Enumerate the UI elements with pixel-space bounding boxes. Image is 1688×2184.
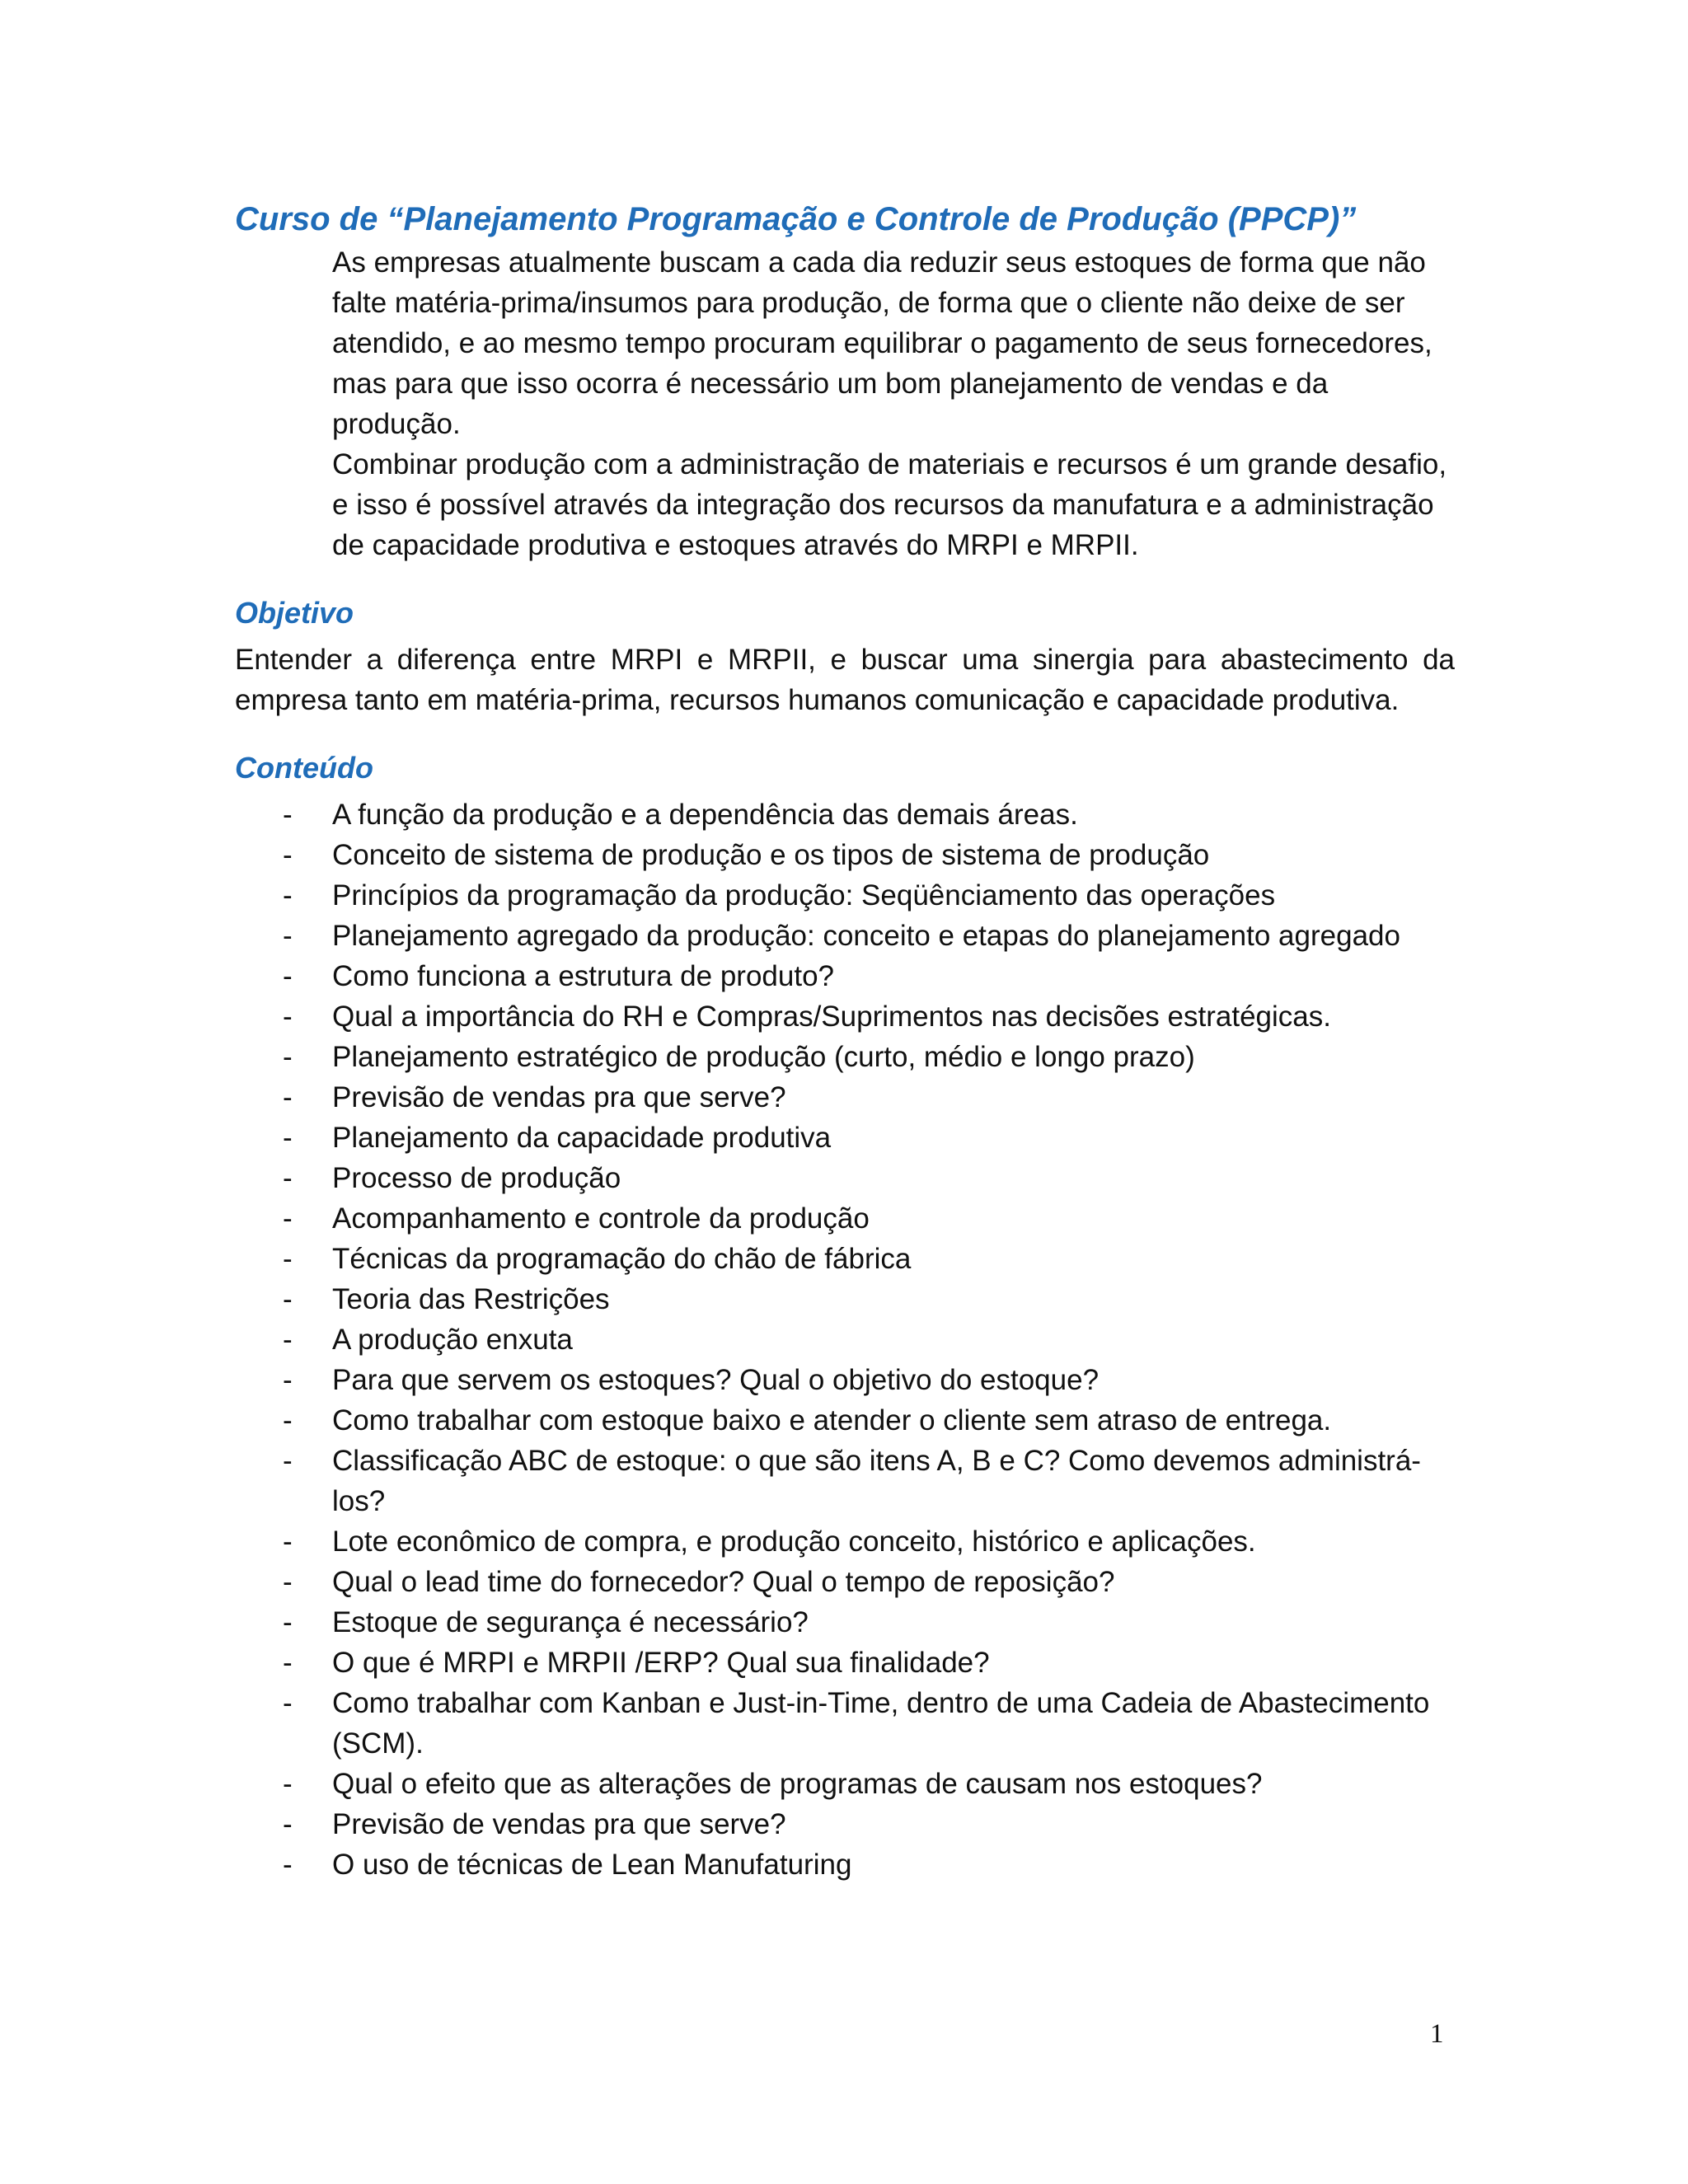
bullet-dash: - — [283, 1647, 293, 1679]
content-topic-item — [235, 1400, 1455, 1441]
content-topic-item — [235, 1118, 1455, 1158]
content-topic-text: A função da produção e a dependência das demais áreas. — [332, 799, 1078, 831]
content-topic-item — [235, 1441, 1455, 1521]
content-topic-text: Teoria das Restrições — [332, 1283, 610, 1315]
intro-paragraph: As empresas atualmente buscam a cada dia reduzir seus estoques de forma que não falte matéria-prima/insumos para produção, de forma que o cliente não deixe de ser atendido, e ao mesmo tempo procuram equilibrar o pagamento de seus fornecedores, mas para que isso ocorra é necessário um bom planejamento de vendas e da produção. — [332, 246, 1432, 440]
content-topic-list — [235, 794, 1455, 1885]
content-topic-text: Técnicas da programação do chão de fábrica — [332, 1243, 912, 1275]
bullet-dash: - — [283, 1687, 293, 1719]
bullet-dash: - — [283, 1808, 293, 1840]
content-topic-text: Acompanhamento e controle da produção — [332, 1202, 870, 1235]
content-topic-item — [235, 1360, 1455, 1400]
bullet-dash: - — [283, 1566, 293, 1598]
content-topic-item — [235, 956, 1455, 996]
content-topic-item — [235, 996, 1455, 1037]
objective-text: Entender a diferença entre MRPI e MRPII, e buscar uma sinergia para abastecimento da empresa tanto em matéria-prima, recursos humanos comunicação e capacidade produtiva. — [235, 644, 1455, 716]
bullet-dash: - — [283, 1849, 293, 1881]
content-heading: Conteúdo — [235, 751, 373, 785]
content-topic-text: Princípios da programação da produção: Seqüênciamento das operações — [332, 879, 1276, 912]
bullet-dash: - — [283, 1122, 293, 1154]
content-topic-text: A produção enxuta — [332, 1324, 573, 1356]
bullet-dash: - — [283, 920, 293, 952]
bullet-dash: - — [283, 1041, 293, 1073]
content-topic-text: Classificação ABC de estoque: o que são itens A, B e C? Como devemos administrá-los? — [332, 1445, 1421, 1517]
content-topic-item — [235, 916, 1455, 956]
content-topic-text: Conceito de sistema de produção e os tipos de sistema de produção — [332, 839, 1210, 871]
bullet-dash: - — [283, 960, 293, 992]
bullet-dash: - — [283, 1162, 293, 1194]
content-topic-text: Processo de produção — [332, 1162, 621, 1194]
content-topic-text: Lote econômico de compra, e produção conceito, histórico e aplicações. — [332, 1526, 1256, 1558]
content-topic-item — [235, 1643, 1455, 1683]
content-topic-item — [235, 1521, 1455, 1562]
content-topic-item — [235, 1764, 1455, 1804]
content-topic-item — [235, 1158, 1455, 1198]
bullet-dash: - — [283, 1324, 293, 1356]
bullet-dash: - — [283, 799, 293, 831]
objective-heading: Objetivo — [235, 596, 354, 630]
bullet-dash: - — [283, 1283, 293, 1315]
content-topic-item — [235, 1239, 1455, 1279]
content-topic-text: Como funciona a estrutura de produto? — [332, 960, 834, 992]
content-topic-item — [235, 1683, 1455, 1764]
content-topic-item — [235, 794, 1455, 835]
content-topic-item — [235, 835, 1455, 875]
content-topic-text: Planejamento agregado da produção: conceito e etapas do planejamento agregado — [332, 920, 1400, 952]
content-topic-item — [235, 1077, 1455, 1118]
content-topic-item — [235, 1804, 1455, 1844]
bullet-dash: - — [283, 1364, 293, 1396]
content-topic-text: Planejamento da capacidade produtiva — [332, 1122, 832, 1154]
bullet-dash: - — [283, 1001, 293, 1033]
content-topic-item — [235, 1279, 1455, 1319]
content-topic-text: Como trabalhar com estoque baixo e atender o cliente sem atraso de entrega. — [332, 1404, 1332, 1436]
bullet-dash: - — [283, 879, 293, 912]
bullet-dash: - — [283, 1202, 293, 1235]
content-topic-text: Qual o lead time do fornecedor? Qual o tempo de reposição? — [332, 1566, 1115, 1598]
page-number: 1 — [1430, 2019, 1444, 2049]
content-topic-text: O que é MRPI e MRPII /ERP? Qual sua finalidade? — [332, 1647, 990, 1679]
intro-section — [332, 242, 1455, 565]
bullet-dash: - — [283, 1445, 293, 1477]
content-topic-item — [235, 1319, 1455, 1360]
content-topic-item — [235, 1198, 1455, 1239]
content-topic-text: Qual a importância do RH e Compras/Suprimentos nas decisões estratégicas. — [332, 1001, 1331, 1033]
bullet-dash: - — [283, 1404, 293, 1436]
bullet-dash: - — [283, 839, 293, 871]
content-topic-text: Estoque de segurança é necessário? — [332, 1606, 809, 1638]
content-topic-item — [235, 875, 1455, 916]
content-topic-item — [235, 1844, 1455, 1885]
bullet-dash: - — [283, 1768, 293, 1800]
course-title: Curso de “Planejamento Programação e Controle de Produção (PPCP)” — [235, 201, 1357, 237]
content-topic-text: Planejamento estratégico de produção (curto, médio e longo prazo) — [332, 1041, 1195, 1073]
content-topic-text: O uso de técnicas de Lean Manufaturing — [332, 1849, 852, 1881]
content-topic-item — [235, 1562, 1455, 1602]
bullet-dash: - — [283, 1526, 293, 1558]
content-topic-text: Para que servem os estoques? Qual o objetivo do estoque? — [332, 1364, 1100, 1396]
content-topic-text: Previsão de vendas pra que serve? — [332, 1081, 786, 1113]
content-topic-item — [235, 1602, 1455, 1643]
content-topic-text: Qual o efeito que as alterações de programas de causam nos estoques? — [332, 1768, 1263, 1800]
content-topic-item — [235, 1037, 1455, 1077]
intro-paragraph: Combinar produção com a administração de materiais e recursos é um grande desafio, e isso é possível através da integração dos recursos da manufatura e a administração de capacidade produtiva e estoques através do MRPI e MRPII. — [332, 448, 1447, 561]
content-topic-text: Como trabalhar com Kanban e Just-in-Time, dentro de uma Cadeia de Abastecimento (SCM). — [332, 1687, 1430, 1760]
content-topic-text: Previsão de vendas pra que serve? — [332, 1808, 786, 1840]
bullet-dash: - — [283, 1243, 293, 1275]
bullet-dash: - — [283, 1606, 293, 1638]
document-body — [235, 198, 1455, 1885]
bullet-dash: - — [283, 1081, 293, 1113]
